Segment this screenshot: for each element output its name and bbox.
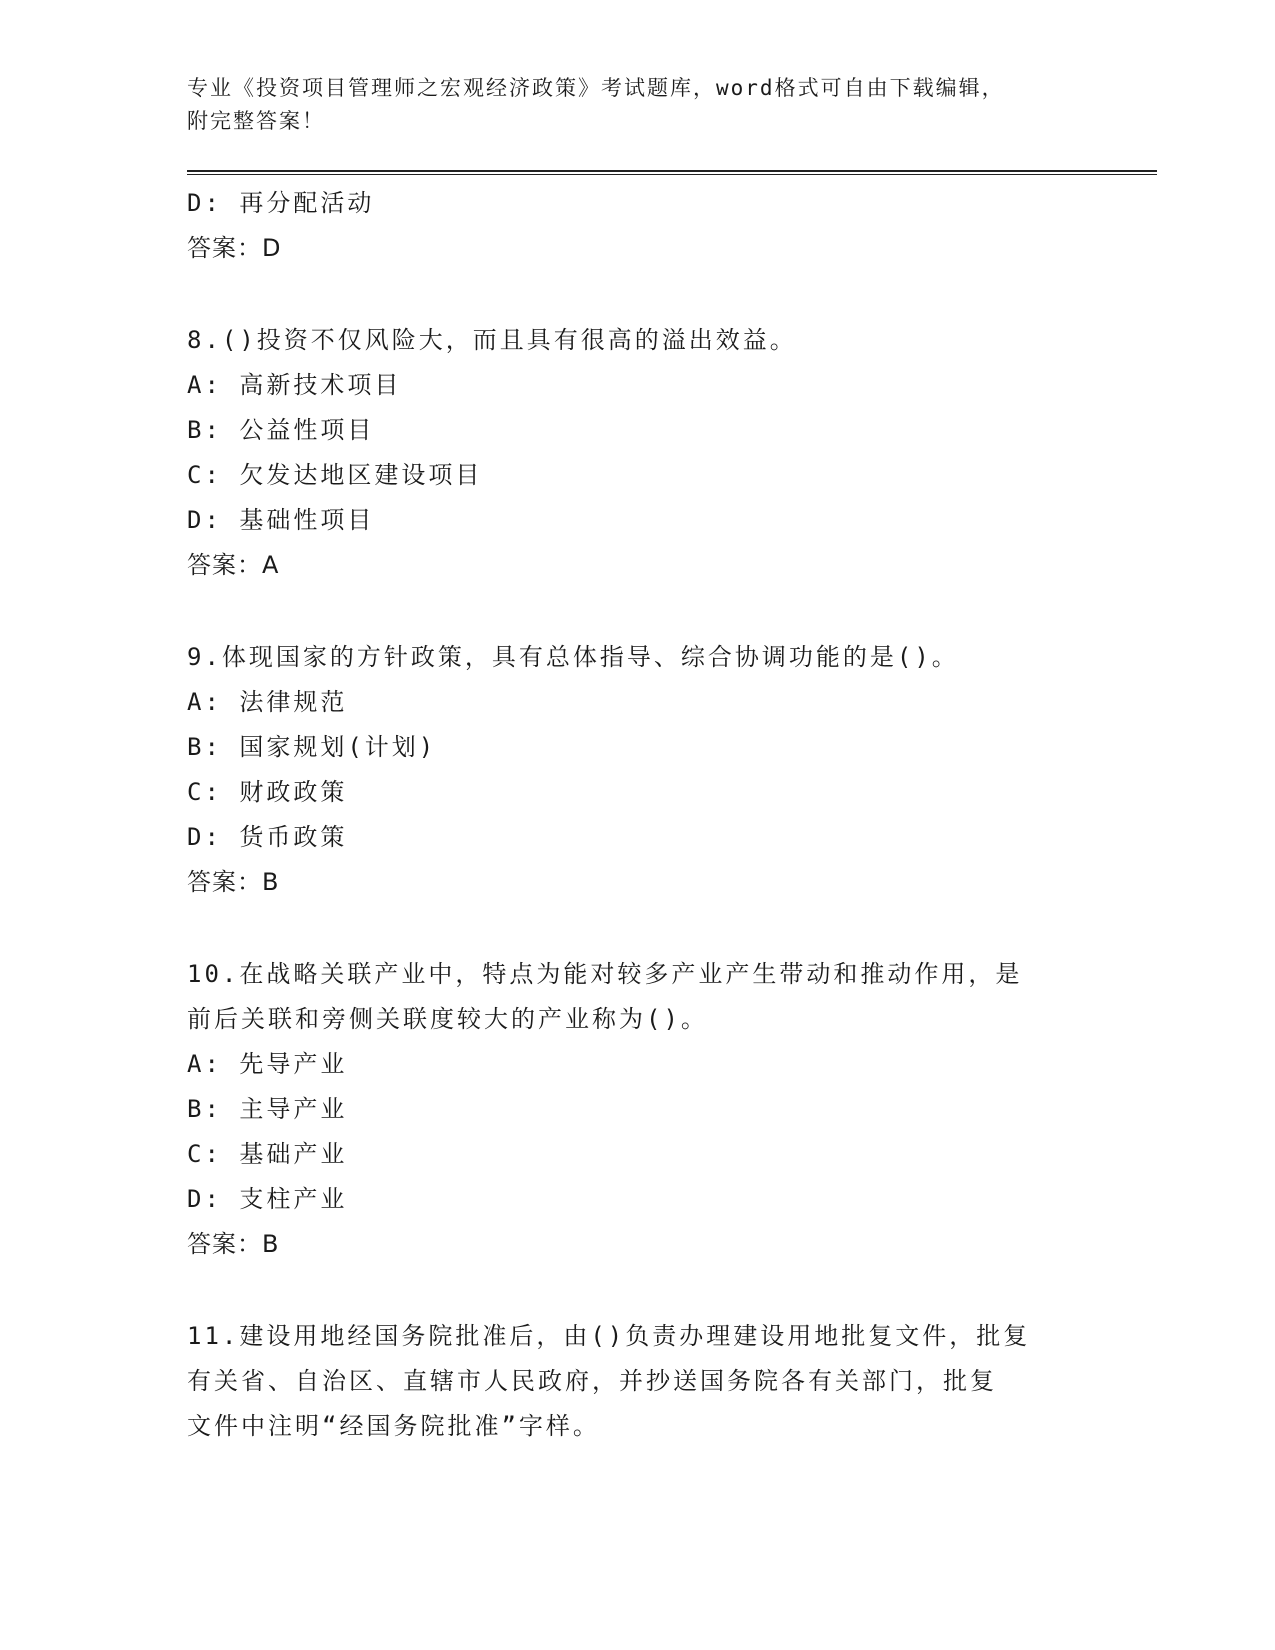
spacer — [187, 588, 1157, 635]
option-a: A: 高新技术项目 — [187, 371, 402, 399]
question-11 — [187, 1314, 1157, 1449]
question-stem-line-2: 有关省、自治区、直辖市人民政府，并抄送国务院各有关部门，批复 — [187, 1367, 997, 1395]
option-a: A: 先导产业 — [187, 1050, 348, 1078]
document-header — [187, 72, 1157, 170]
header-line-2: 附完整答案！ — [187, 109, 325, 133]
question-stem: 8.()投资不仅风险大，而且具有很高的溢出效益。 — [187, 326, 797, 354]
option-d: D: 基础性项目 — [187, 506, 375, 534]
option-a: A: 法律规范 — [187, 688, 348, 716]
option-b: B: 主导产业 — [187, 1095, 348, 1123]
question-8 — [187, 318, 1157, 588]
spacer — [187, 271, 1157, 318]
option-b: B: 国家规划(计划) — [187, 733, 437, 761]
question-stem-line-3: 文件中注明“经国务院批准”字样。 — [187, 1412, 600, 1440]
spacer — [187, 1267, 1157, 1314]
option-c: C: 欠发达地区建设项目 — [187, 461, 483, 489]
option-c: C: 财政政策 — [187, 778, 348, 806]
option-d: D: 支柱产业 — [187, 1185, 348, 1213]
option-b: B: 公益性项目 — [187, 416, 375, 444]
question-stem: 9.体现国家的方针政策，具有总体指导、综合协调功能的是()。 — [187, 643, 959, 671]
option-d: D: 再分配活动 — [187, 189, 375, 217]
question-10 — [187, 952, 1157, 1267]
header-line-1: 专业《投资项目管理师之宏观经济政策》考试题库，word格式可自由下载编辑， — [187, 76, 1005, 100]
question-stem-line-1: 10.在战略关联产业中，特点为能对较多产业产生带动和推动作用，是 — [187, 960, 1023, 988]
question-9 — [187, 635, 1157, 905]
spacer — [187, 905, 1157, 952]
answer: 答案：A — [187, 551, 280, 579]
question-stem-line-2: 前后关联和旁侧关联度较大的产业称为()。 — [187, 1005, 708, 1033]
option-c: C: 基础产业 — [187, 1140, 348, 1168]
answer: 答案：B — [187, 1230, 280, 1258]
document-page — [187, 72, 1157, 1449]
previous-question-tail — [187, 181, 1157, 271]
answer: 答案：B — [187, 868, 280, 896]
header-divider — [187, 170, 1157, 175]
question-stem-line-1: 11.建设用地经国务院批准后，由()负责办理建设用地批复文件，批复 — [187, 1322, 1031, 1350]
option-d: D: 货币政策 — [187, 823, 348, 851]
answer: 答案：D — [187, 234, 282, 262]
